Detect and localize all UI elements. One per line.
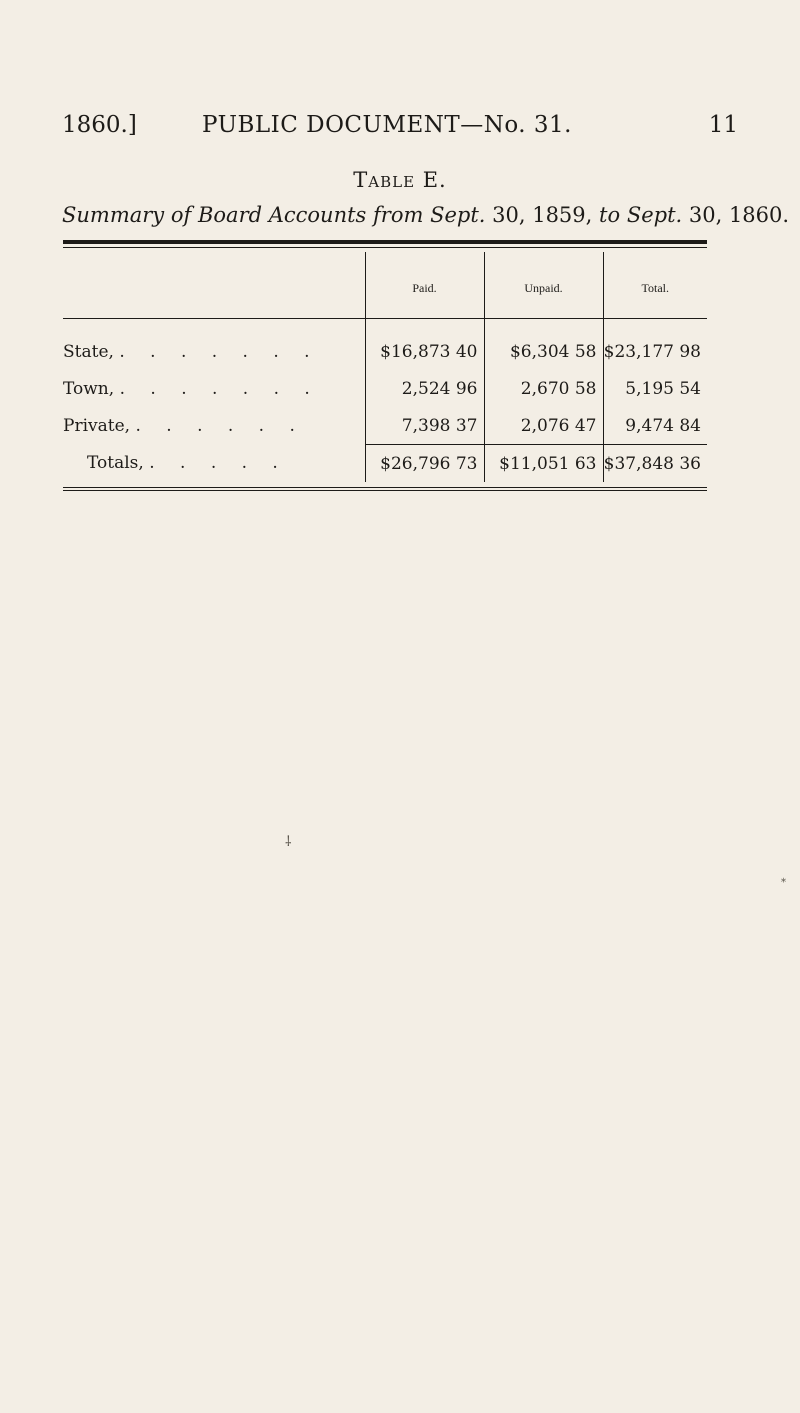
table-row	[63, 407, 707, 445]
total-grand: $37,848 36	[603, 445, 707, 483]
header-blank-cell	[63, 252, 365, 319]
row-label: Town, . . . . . . .	[63, 378, 320, 399]
caption-word: to	[599, 203, 621, 227]
table-row	[63, 319, 707, 371]
caption-word: Summary	[62, 203, 165, 227]
cell-paid: $16,873 40	[365, 319, 484, 371]
cell-total: 5,195 54	[603, 370, 707, 407]
table-top-rule	[63, 240, 707, 244]
cell-unpaid: 2,670 58	[484, 370, 603, 407]
total-unpaid: $11,051 63	[484, 445, 603, 483]
header-title: PUBLIC DOCUMENT—No. 31.	[202, 112, 572, 138]
caption-word: of	[170, 203, 192, 227]
column-header-total: Total.	[603, 252, 707, 319]
table-header-row	[63, 252, 707, 319]
table-bottom-rule	[63, 487, 707, 488]
row-label: Private, . . . . . .	[63, 415, 305, 436]
page-number: 11	[708, 112, 738, 138]
column-header-unpaid: Unpaid.	[484, 252, 603, 319]
header-year: 1860.]	[62, 112, 137, 138]
cell-total: 9,474 84	[603, 407, 707, 445]
cell-unpaid: 2,076 47	[484, 407, 603, 445]
cell-paid: 2,524 96	[365, 370, 484, 407]
caption-date: 30, 1859,	[492, 203, 593, 227]
totals-row	[63, 445, 707, 483]
caption-word: Board Accounts	[197, 203, 367, 227]
row-label: State, . . . . . . .	[63, 341, 320, 362]
caption-word: Sept.	[626, 203, 683, 227]
caption-word: from	[373, 203, 424, 227]
cell-total: $23,177 98	[603, 319, 707, 371]
paper-blemish: ⸸	[285, 834, 292, 850]
accounts-table	[63, 252, 707, 482]
table-row	[63, 370, 707, 407]
column-header-paid: Paid.	[365, 252, 484, 319]
running-head	[62, 112, 738, 152]
totals-label: Totals, . . . . .	[87, 453, 288, 474]
paper-blemish: ⁎	[781, 874, 786, 885]
table-title: Table E.	[353, 168, 447, 192]
caption-date: 30, 1860.	[688, 203, 790, 227]
table-caption	[62, 203, 790, 227]
total-paid: $26,796 73	[365, 445, 484, 483]
cell-paid: 7,398 37	[365, 407, 484, 445]
caption-word: Sept.	[430, 203, 486, 227]
cell-unpaid: $6,304 58	[484, 319, 603, 371]
table-bottom-rule-second	[63, 490, 707, 491]
table-top-thin-rule	[63, 247, 707, 248]
